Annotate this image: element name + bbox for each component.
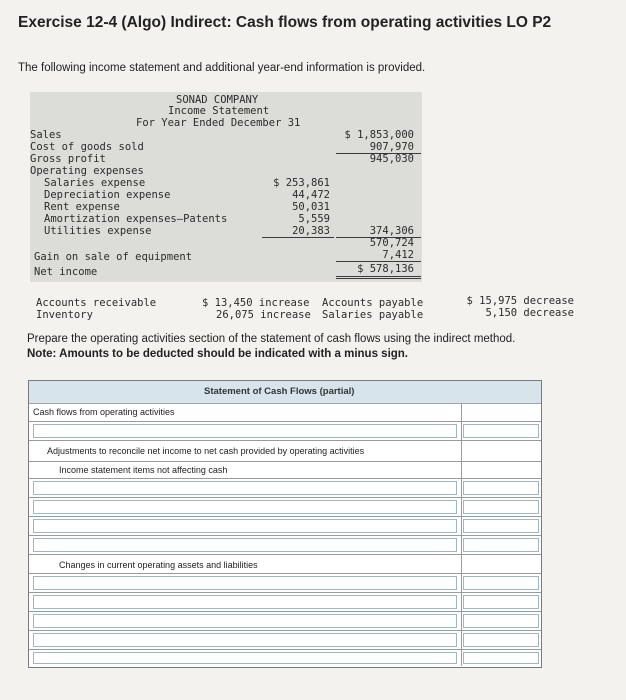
form-row bbox=[29, 536, 541, 555]
utilities-label: Utilities expense bbox=[44, 225, 152, 237]
line-item-input[interactable] bbox=[33, 614, 457, 628]
amount-input[interactable] bbox=[463, 652, 539, 664]
noncash-row bbox=[29, 462, 541, 479]
adjustments-label: Adjustments to reconcile net income to net cash provided by operating activities bbox=[47, 446, 365, 456]
cash-flow-form bbox=[28, 380, 542, 668]
changes-row bbox=[29, 555, 541, 574]
adjustments-row bbox=[29, 441, 541, 462]
inventory-value: 26,075 increase bbox=[216, 309, 311, 321]
amount-input[interactable] bbox=[463, 424, 539, 438]
amount-input[interactable] bbox=[463, 633, 539, 647]
line-item-input[interactable] bbox=[33, 519, 457, 533]
net-income-value: $ 578,136 bbox=[357, 263, 414, 275]
sales-label: Sales bbox=[30, 129, 62, 141]
form-row bbox=[29, 593, 541, 612]
salaries-value: $ 253,861 bbox=[273, 177, 330, 189]
form-row bbox=[29, 498, 541, 517]
form-row bbox=[29, 517, 541, 536]
company-name: SONAD COMPANY bbox=[176, 94, 259, 106]
ap-label: Accounts payable bbox=[322, 297, 424, 309]
amount-input[interactable] bbox=[463, 595, 539, 609]
line-item-input[interactable] bbox=[33, 500, 457, 514]
line-item-input[interactable] bbox=[33, 538, 457, 552]
amount-input[interactable] bbox=[463, 614, 539, 628]
net-income-label: Net income bbox=[34, 266, 98, 278]
amortization-label: Amortization expenses—Patents bbox=[44, 213, 228, 225]
amortization-value: 5,559 bbox=[298, 213, 330, 225]
opex-label: Operating expenses bbox=[30, 165, 144, 177]
ar-value: $ 13,450 increase bbox=[202, 297, 310, 309]
form-title: Statement of Cash Flows (partial) bbox=[204, 386, 355, 397]
line-item-input[interactable] bbox=[33, 652, 457, 664]
amount-input[interactable] bbox=[463, 500, 539, 514]
ar-label: Accounts receivable bbox=[36, 297, 157, 309]
changes-label: Changes in current operating assets and liabilities bbox=[59, 560, 258, 570]
opex-rule bbox=[262, 237, 334, 238]
form-row bbox=[29, 612, 541, 631]
depreciation-label: Depreciation expense bbox=[44, 189, 171, 201]
line-item-input[interactable] bbox=[33, 633, 457, 647]
gross-profit-label: Gross profit bbox=[30, 153, 106, 165]
depreciation-value: 44,472 bbox=[292, 189, 330, 201]
amount-input[interactable] bbox=[463, 538, 539, 552]
cogs-value: 907,970 bbox=[369, 141, 414, 153]
inventory-label: Inventory bbox=[36, 309, 93, 321]
line-item-input[interactable] bbox=[33, 481, 457, 495]
line-item-input[interactable] bbox=[33, 595, 457, 609]
page-title: Exercise 12-4 (Algo) Indirect: Cash flows from operating activities LO P2 bbox=[18, 14, 552, 31]
net-income-double-rule bbox=[336, 276, 421, 279]
salaries-payable-value: 5,150 decrease bbox=[485, 307, 574, 319]
form-header bbox=[29, 381, 541, 404]
rent-value: 50,031 bbox=[292, 201, 330, 213]
intro-text: The following income statement and additional year-end information is provided. bbox=[18, 62, 426, 74]
instructions-note: Note: Amounts to be deducted should be indicated with a minus sign. bbox=[27, 348, 409, 360]
gain-label: Gain on sale of equipment bbox=[34, 251, 193, 263]
line-item-input[interactable] bbox=[33, 424, 457, 438]
statement-period: For Year Ended December 31 bbox=[136, 117, 301, 129]
form-row bbox=[29, 479, 541, 498]
income-statement bbox=[30, 92, 422, 282]
gain-value: 7,412 bbox=[382, 249, 414, 261]
amount-input[interactable] bbox=[463, 481, 539, 495]
amount-input[interactable] bbox=[463, 576, 539, 590]
gross-profit-value: 945,030 bbox=[369, 153, 414, 165]
salaries-label: Salaries expense bbox=[44, 177, 146, 189]
amount-input[interactable] bbox=[463, 519, 539, 533]
salaries-payable-label: Salaries payable bbox=[322, 309, 424, 321]
subtotal-value: 570,724 bbox=[369, 237, 414, 249]
form-row bbox=[29, 422, 541, 441]
cfo-row bbox=[29, 403, 541, 422]
form-row bbox=[29, 631, 541, 650]
statement-name: Income Statement bbox=[168, 105, 270, 117]
sales-value: $ 1,853,000 bbox=[344, 129, 414, 141]
form-row bbox=[29, 574, 541, 593]
rent-label: Rent expense bbox=[44, 201, 120, 213]
cogs-label: Cost of goods sold bbox=[30, 141, 144, 153]
instructions-text: Prepare the operating activities section of the statement of cash flows using the indirect method. bbox=[27, 333, 516, 345]
gain-rule bbox=[336, 261, 421, 262]
noncash-label: Income statement items not affecting cash bbox=[59, 465, 228, 475]
ap-value: $ 15,975 decrease bbox=[466, 295, 574, 307]
cfo-label: Cash flows from operating activities bbox=[33, 407, 175, 417]
utilities-value: 20,383 bbox=[292, 225, 330, 237]
total-opex-value: 374,306 bbox=[369, 225, 414, 237]
line-item-input[interactable] bbox=[33, 576, 457, 590]
form-row bbox=[29, 650, 541, 666]
